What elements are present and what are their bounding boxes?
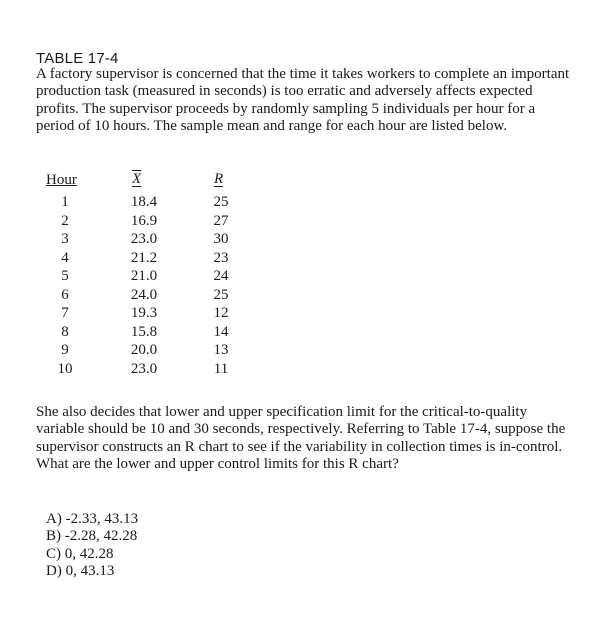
cell-range: 27 — [213, 212, 229, 229]
cell-xbar: 15.8 — [130, 323, 158, 340]
cell-hour: 4 — [61, 249, 69, 266]
answer-choices — [46, 511, 138, 581]
cell-range: 25 — [213, 194, 229, 210]
cell-range: 30 — [213, 231, 229, 247]
cell-hour: 9 — [61, 342, 69, 358]
answer-choice: C) 0, 42.28 — [46, 545, 114, 562]
table-title: TABLE 17-4 — [36, 50, 119, 67]
cell-xbar: 18.4 — [130, 194, 158, 210]
cell-xbar: 24.0 — [130, 286, 158, 303]
cell-range: 13 — [213, 342, 229, 358]
cell-hour: 8 — [61, 323, 69, 340]
cell-range: 24 — [213, 268, 229, 284]
cell-hour: 3 — [61, 231, 69, 247]
header-xbar: $\overline{X}$ — [132, 171, 142, 187]
cell-xbar: 16.9 — [130, 212, 158, 229]
answer-choice: D) 0, 43.13 — [46, 563, 115, 580]
answer-choice: A) -2.33, 43.13 — [46, 511, 139, 527]
cell-hour: 1 — [61, 194, 69, 210]
cell-range: 14 — [213, 323, 229, 340]
cell-hour: 2 — [61, 212, 69, 229]
cell-range: 12 — [213, 305, 229, 321]
cell-range: 25 — [213, 286, 229, 303]
cell-range: 23 — [213, 249, 229, 266]
cell-xbar: 21.2 — [130, 249, 158, 266]
cell-range: 11 — [213, 360, 229, 377]
cell-hour: 10 — [57, 360, 73, 377]
header-hour: Hour — [46, 172, 77, 188]
cell-xbar: 20.0 — [130, 342, 158, 358]
question-paragraph: She also decides that lower and upper specification limit for the critical-to-quality variable should be 10 and 30 seconds, respectively. Referring to Table 17-4, suppose the supervisor constructs an R chart to see if the variability in collection times is in-control. What are the lower and upper control limits for this R chart? — [36, 404, 566, 473]
cell-hour: 7 — [61, 305, 69, 321]
cell-xbar: 21.0 — [130, 268, 158, 284]
cell-hour: 5 — [61, 268, 69, 284]
cell-xbar: 23.0 — [130, 360, 158, 377]
intro-paragraph: A factory supervisor is concerned that the time it takes workers to complete an important production task (measured in seconds) is too erratic and adversely affects expected profits. The supervisor proceeds by randomly sampling 5 individuals per hour for a period of 10 hours. The sample mean and range for each hour are listed below. — [36, 66, 570, 135]
cell-xbar: 19.3 — [130, 305, 158, 321]
cell-xbar: 23.0 — [130, 231, 158, 247]
cell-hour: 6 — [61, 286, 69, 303]
answer-choice: B) -2.28, 42.28 — [46, 528, 138, 545]
header-range: R — [214, 171, 224, 187]
